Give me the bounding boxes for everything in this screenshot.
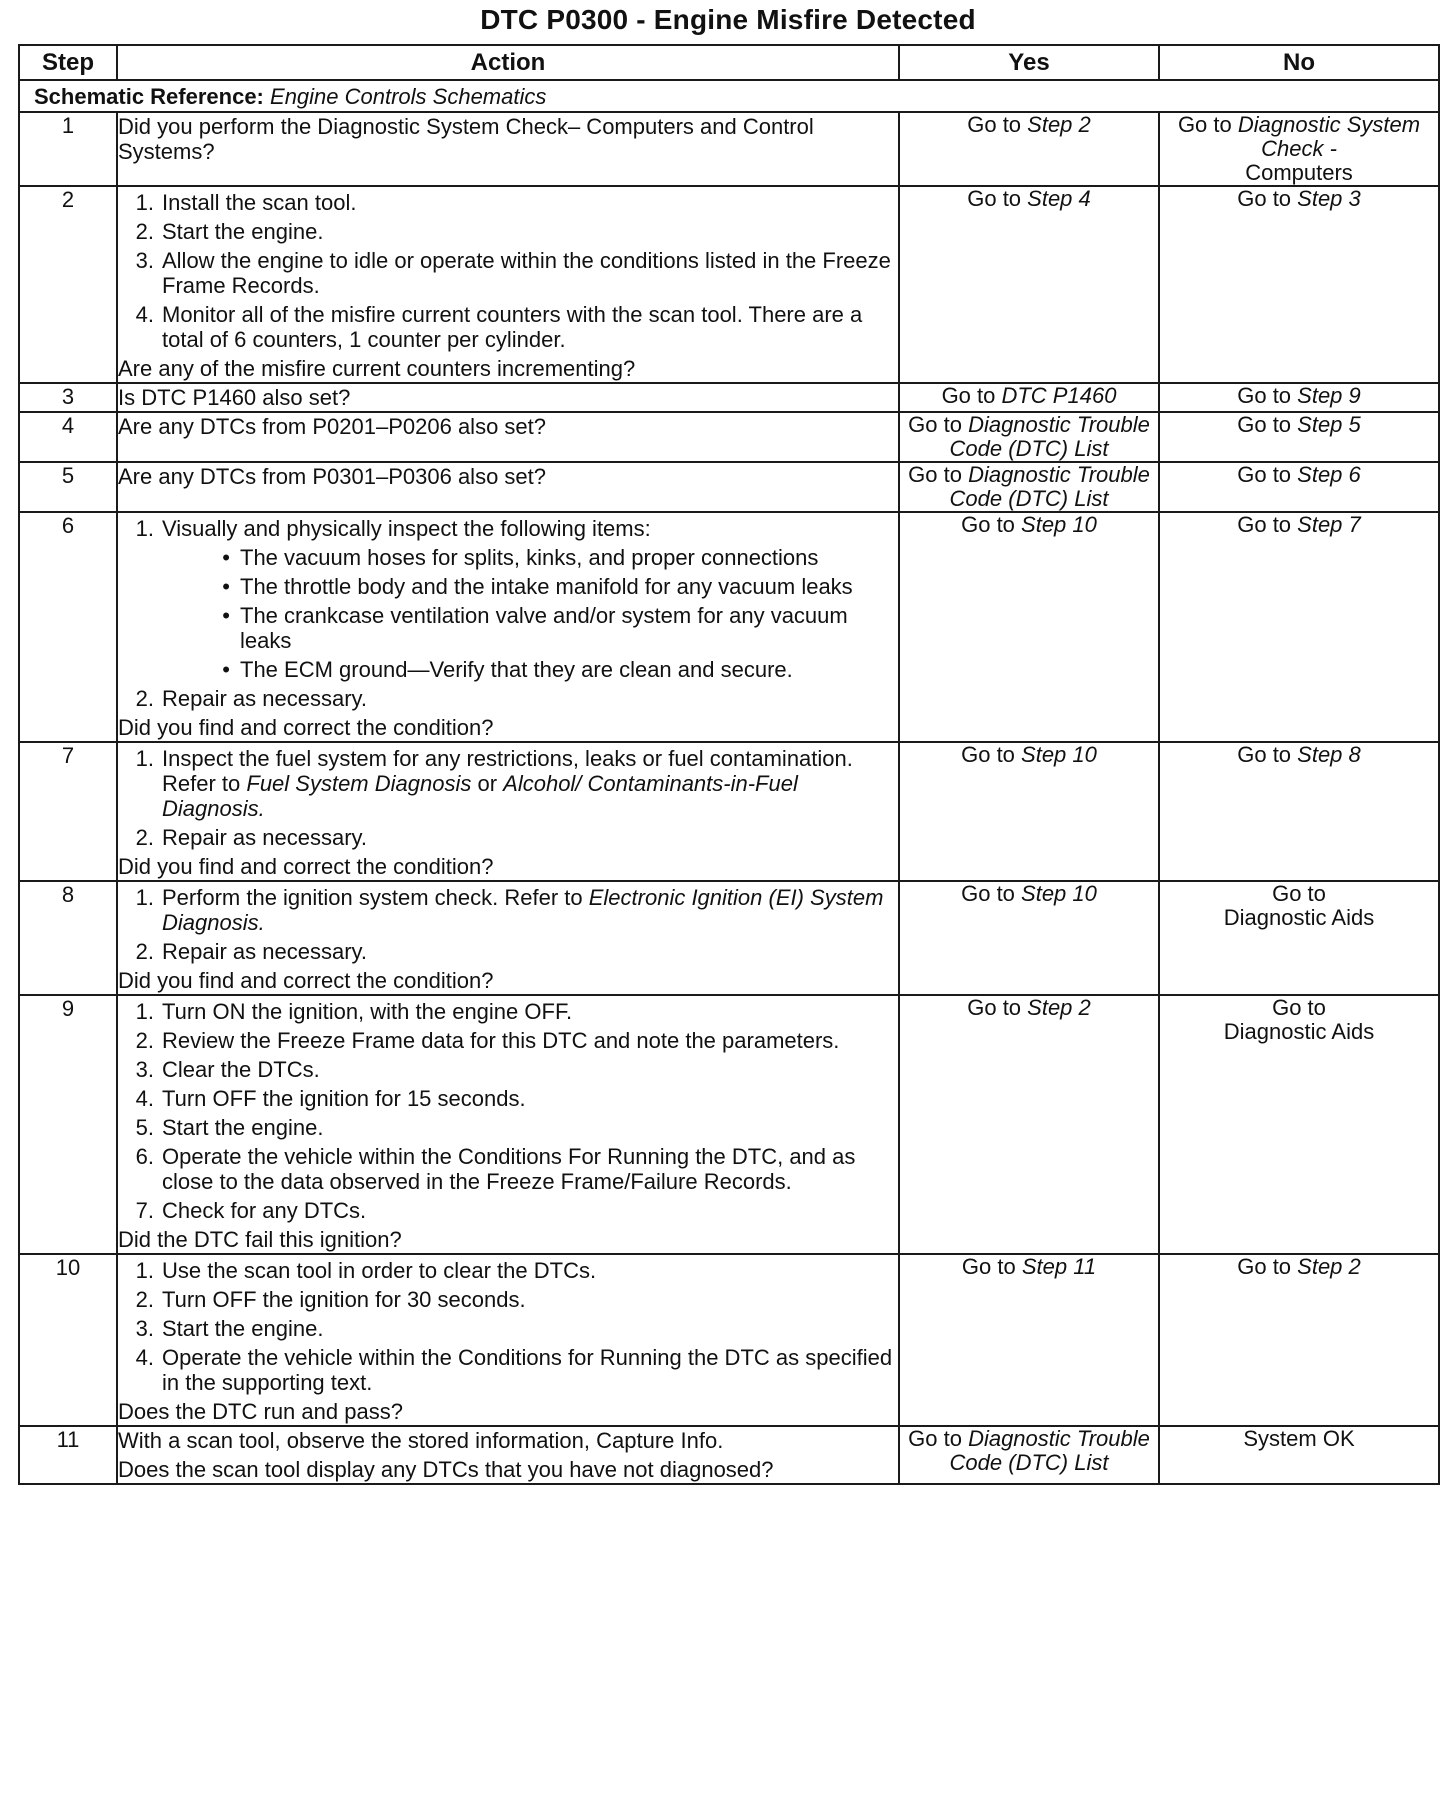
step-instruction <box>118 463 898 490</box>
step-question: Did you find and correct the condition? <box>118 715 494 740</box>
procedure-list <box>118 743 898 851</box>
yes-reference-link[interactable]: Step 10 <box>1021 742 1097 767</box>
inspection-item <box>162 653 898 682</box>
no-reference-link[interactable]: Step 9 <box>1297 383 1361 408</box>
procedure-item-body <box>162 248 898 298</box>
yes-reference-link[interactable]: DTC P1460 <box>1001 383 1117 408</box>
procedure-item-number: 6. <box>135 1144 154 1169</box>
no-action[interactable] <box>1159 512 1439 742</box>
step-action <box>117 383 899 412</box>
procedure-item-body <box>162 516 898 682</box>
step-question: Are any of the misfire current counters incrementing? <box>118 356 636 381</box>
procedure-item-reference-link[interactable]: Fuel System Diagnosis <box>246 771 472 796</box>
step-action <box>117 995 899 1254</box>
yes-text: Go to <box>908 412 969 437</box>
no-text: Go to <box>1237 1254 1298 1279</box>
yes-text: Go to <box>961 512 1022 537</box>
instruction-text: Did you perform the Diagnostic System Check– Computers and Control Systems? <box>118 114 814 164</box>
procedure-item-number: 1. <box>135 885 154 910</box>
yes-text: Go to <box>967 112 1028 137</box>
procedure-item-text: Allow the engine to idle or operate within the conditions listed in the Freeze Frame Records. <box>162 248 891 298</box>
step-number: 6 <box>19 512 117 742</box>
procedure-item-number: 1. <box>135 746 154 771</box>
yes-text: Go to <box>908 1426 969 1451</box>
step-instruction <box>118 1427 898 1454</box>
instruction-text: Are any DTCs from P0301–P0306 also set? <box>118 464 547 489</box>
step-row-6 <box>19 512 1439 742</box>
procedure-item <box>118 822 898 851</box>
yes-text: Go to <box>908 462 969 487</box>
no-text: Go to <box>1237 383 1298 408</box>
procedure-item-body <box>162 686 898 711</box>
yes-action[interactable] <box>899 412 1159 462</box>
page-title: DTC P0300 - Engine Misfire Detected <box>480 4 976 35</box>
step-question: Did you find and correct the condition? <box>118 854 494 879</box>
procedure-item <box>118 216 898 245</box>
procedure-item-body <box>162 219 898 244</box>
inspection-item-text: The ECM ground—Verify that they are clean and secure. <box>240 657 793 682</box>
no-action[interactable] <box>1159 112 1439 186</box>
procedure-item-body <box>162 1028 898 1053</box>
step-row-5 <box>19 462 1439 512</box>
instruction-text: Are any DTCs from P0201–P0206 also set? <box>118 414 547 439</box>
procedure-item-text: Monitor all of the misfire current counters with the scan tool. There are a total of 6 counters, 1 counter per cylinder. <box>162 302 863 352</box>
procedure-item-number: 4. <box>135 302 154 327</box>
yes-reference-link[interactable]: Diagnostic Trouble Code (DTC) List <box>949 1426 1150 1475</box>
inspection-list <box>162 541 898 682</box>
procedure-item-body <box>162 1115 898 1140</box>
yes-action[interactable] <box>899 881 1159 995</box>
step-instruction <box>118 413 898 440</box>
procedure-item-number: 2. <box>135 825 154 850</box>
step-row-3 <box>19 383 1439 412</box>
procedure-item <box>118 1195 898 1224</box>
yes-action[interactable] <box>899 1426 1159 1484</box>
no-action[interactable] <box>1159 1426 1439 1484</box>
action-content <box>118 882 898 994</box>
procedure-item-number: 2. <box>135 686 154 711</box>
no-reference-link[interactable]: Step 5 <box>1297 412 1361 437</box>
yes-reference-link[interactable]: Diagnostic Trouble Code (DTC) List <box>949 462 1150 511</box>
yes-action[interactable] <box>899 462 1159 512</box>
step-number: 5 <box>19 462 117 512</box>
procedure-item-number: 2. <box>135 1028 154 1053</box>
procedure-item <box>118 996 898 1025</box>
no-text: Diagnostic Aids <box>1223 1019 1375 1044</box>
procedure-item-number: 1. <box>135 999 154 1024</box>
procedure-item <box>118 936 898 965</box>
procedure-item-number: 7. <box>135 1198 154 1223</box>
col-header-yes: Yes <box>899 45 1159 80</box>
yes-action[interactable] <box>899 742 1159 881</box>
procedure-item-number: 1. <box>135 190 154 215</box>
procedure-item-body <box>162 1345 898 1395</box>
no-reference-link[interactable]: Step 2 <box>1297 1254 1361 1279</box>
action-content <box>118 463 898 490</box>
procedure-item-number: 2. <box>135 939 154 964</box>
step-number: 3 <box>19 383 117 412</box>
step-number: 10 <box>19 1254 117 1426</box>
yes-action[interactable] <box>899 1254 1159 1426</box>
procedure-item <box>118 1083 898 1112</box>
no-action[interactable] <box>1159 412 1439 462</box>
no-action[interactable] <box>1159 186 1439 383</box>
step-row-1 <box>19 112 1439 186</box>
action-content <box>118 996 898 1253</box>
procedure-item-text: or <box>471 771 504 796</box>
schematic-link[interactable]: Engine Controls Schematics <box>270 84 547 109</box>
step-instruction <box>118 384 898 411</box>
no-text: Go to <box>1237 186 1298 211</box>
step-number: 8 <box>19 881 117 995</box>
procedure-item-number: 2. <box>135 1287 154 1312</box>
yes-reference-link[interactable]: Step 10 <box>1021 881 1097 906</box>
procedure-item-text: Start the engine. <box>162 219 324 244</box>
procedure-item-body <box>162 1198 898 1223</box>
no-text: Go to <box>1237 462 1298 487</box>
procedure-item-body <box>162 190 898 215</box>
procedure-item-text: Check for any DTCs. <box>162 1198 367 1223</box>
procedure-item-text: Start the engine. <box>162 1115 324 1140</box>
inspection-item <box>162 570 898 599</box>
no-action[interactable] <box>1159 742 1439 881</box>
action-content <box>118 1255 898 1425</box>
yes-text: Go to <box>967 995 1028 1020</box>
step-number: 7 <box>19 742 117 881</box>
no-action[interactable] <box>1159 1254 1439 1426</box>
procedure-list <box>118 996 898 1224</box>
procedure-item-body <box>162 1287 898 1312</box>
step-action <box>117 512 899 742</box>
no-action[interactable] <box>1159 383 1439 412</box>
procedure-item <box>118 1141 898 1195</box>
yes-reference-link[interactable]: Step 11 <box>1021 1254 1097 1279</box>
yes-text: Go to <box>941 383 1002 408</box>
step-number: 11 <box>19 1426 117 1484</box>
step-row-2 <box>19 186 1439 383</box>
step-number: 9 <box>19 995 117 1254</box>
col-header-action: Action <box>117 45 899 80</box>
col-header-step: Step <box>19 45 117 80</box>
step-action <box>117 462 899 512</box>
procedure-item-number: 4. <box>135 1086 154 1111</box>
step-row-9 <box>19 995 1439 1254</box>
procedure-item-reference-link[interactable]: Alcohol/ Contaminants-in-Fuel Diagnosis. <box>162 771 798 821</box>
step-instruction <box>118 113 898 165</box>
no-action[interactable] <box>1159 881 1439 995</box>
step-number: 4 <box>19 412 117 462</box>
procedure-item-number: 3. <box>135 1057 154 1082</box>
action-content <box>118 413 898 440</box>
procedure-item-text: Visually and physically inspect the following items: <box>162 516 651 541</box>
step-action <box>117 112 899 186</box>
inspection-item-text: The vacuum hoses for splits, kinks, and proper connections <box>240 545 819 570</box>
procedure-item <box>118 513 898 683</box>
instruction-text: Is DTC P1460 also set? <box>118 385 351 410</box>
procedure-item-number: 3. <box>135 1316 154 1341</box>
header-row <box>19 45 1439 80</box>
yes-text: Go to <box>961 742 1022 767</box>
inspection-item-text: The throttle body and the intake manifold for any vacuum leaks <box>240 574 853 599</box>
procedure-item-text: Operate the vehicle within the Conditions for Running the DTC as specified in the supporting text. <box>162 1345 893 1395</box>
bullet-icon: • <box>222 574 230 599</box>
schematic-reference <box>19 80 1439 112</box>
yes-action[interactable] <box>899 995 1159 1254</box>
step-action <box>117 186 899 383</box>
procedure-item-text: Use the scan tool in order to clear the DTCs. <box>162 1258 597 1283</box>
step-question: Did the DTC fail this ignition? <box>118 1227 402 1252</box>
procedure-item-text: Turn OFF the ignition for 15 seconds. <box>162 1086 526 1111</box>
procedure-item-reference-link[interactable]: Electronic Ignition (EI) System Diagnosis. <box>162 885 884 935</box>
no-text: Go to <box>1177 112 1238 137</box>
no-text: Diagnostic Aids <box>1223 905 1375 930</box>
no-text: Computers <box>1245 160 1353 185</box>
procedure-item-body <box>162 302 898 352</box>
procedure-item <box>118 1025 898 1054</box>
no-text: Go to <box>1272 995 1326 1020</box>
step-question: Does the DTC run and pass? <box>118 1399 403 1424</box>
procedure-item-number: 1. <box>135 516 154 541</box>
yes-reference-link[interactable]: Step 2 <box>1027 995 1091 1020</box>
procedure-item-body <box>162 939 898 964</box>
yes-action[interactable] <box>899 512 1159 742</box>
procedure-list <box>118 1255 898 1396</box>
step-number: 1 <box>19 112 117 186</box>
procedure-item <box>118 245 898 299</box>
procedure-item-number: 5. <box>135 1115 154 1140</box>
procedure-item <box>118 1255 898 1284</box>
action-content <box>118 513 898 741</box>
instruction-text: With a scan tool, observe the stored information, Capture Info. <box>118 1428 724 1453</box>
action-content <box>118 187 898 382</box>
procedure-item-number: 2. <box>135 219 154 244</box>
procedure-item-body <box>162 825 898 850</box>
procedure-item <box>118 187 898 216</box>
yes-action[interactable] <box>899 383 1159 412</box>
step-row-8 <box>19 881 1439 995</box>
bullet-icon: • <box>222 545 230 570</box>
procedure-item-text: Review the Freeze Frame data for this DTC and note the parameters. <box>162 1028 840 1053</box>
procedure-item <box>118 1284 898 1313</box>
procedure-item-text: Inspect the fuel system for any restrictions, leaks or fuel contamination. Refer to <box>162 746 853 796</box>
yes-reference-link[interactable]: Step 10 <box>1021 512 1097 537</box>
procedure-list <box>118 882 898 965</box>
step-action <box>117 1426 899 1484</box>
procedure-item-text: Repair as necessary. <box>162 825 368 850</box>
yes-reference-link[interactable]: Diagnostic Trouble Code (DTC) List <box>949 412 1150 461</box>
yes-text: Go to <box>961 1254 1022 1279</box>
step-question: Does the scan tool display any DTCs that you have not diagnosed? <box>118 1457 774 1482</box>
procedure-item <box>118 683 898 712</box>
procedure-item-text: Install the scan tool. <box>162 190 357 215</box>
procedure-item-text: Turn ON the ignition, with the engine OFF. <box>162 999 573 1024</box>
step-question: Did you find and correct the condition? <box>118 968 494 993</box>
yes-reference-link[interactable]: Step 4 <box>1027 186 1091 211</box>
procedure-item <box>118 299 898 353</box>
inspection-item <box>162 599 898 653</box>
action-content <box>118 743 898 880</box>
step-action <box>117 1254 899 1426</box>
procedure-item-body <box>162 999 898 1024</box>
step-row-10 <box>19 1254 1439 1426</box>
step-row-11 <box>19 1426 1439 1484</box>
no-reference-link[interactable]: Step 7 <box>1297 512 1361 537</box>
procedure-item-number: 1. <box>135 1258 154 1283</box>
schematic-row <box>19 80 1439 112</box>
no-text: Go to <box>1237 412 1298 437</box>
yes-action[interactable] <box>899 186 1159 383</box>
action-content <box>118 113 898 165</box>
procedure-item <box>118 882 898 936</box>
procedure-item <box>118 1112 898 1141</box>
yes-action[interactable] <box>899 112 1159 186</box>
procedure-item-body <box>162 1316 898 1341</box>
yes-text: Go to <box>967 186 1028 211</box>
procedure-item-text: Clear the DTCs. <box>162 1057 320 1082</box>
procedure-item-text: Perform the ignition system check. Refer to <box>162 885 589 910</box>
bullet-icon: • <box>222 603 230 628</box>
bullet-icon: • <box>222 657 230 682</box>
step-number: 2 <box>19 186 117 383</box>
no-text: Go to <box>1237 512 1298 537</box>
diagnostic-table <box>18 44 1440 1485</box>
col-header-no: No <box>1159 45 1439 80</box>
action-content <box>118 1427 898 1483</box>
procedure-list <box>118 187 898 353</box>
step-action <box>117 742 899 881</box>
procedure-item <box>118 1342 898 1396</box>
procedure-item-number: 4. <box>135 1345 154 1370</box>
step-row-7 <box>19 742 1439 881</box>
step-action <box>117 881 899 995</box>
procedure-item-body <box>162 1144 898 1194</box>
procedure-item-text: Repair as necessary. <box>162 686 368 711</box>
no-text: System OK <box>1243 1426 1355 1451</box>
procedure-item-body <box>162 1086 898 1111</box>
procedure-item-text: Start the engine. <box>162 1316 324 1341</box>
procedure-item-body <box>162 1057 898 1082</box>
no-reference-link[interactable]: Diagnostic System Check - <box>1237 112 1421 161</box>
procedure-item-text: Operate the vehicle within the Conditions For Running the DTC, and as close to the data observed in the Freeze Frame/Failure Records. <box>162 1144 856 1194</box>
procedure-item <box>118 743 898 822</box>
yes-reference-link[interactable]: Step 2 <box>1027 112 1091 137</box>
procedure-item-body <box>162 1258 898 1283</box>
no-text: Go to <box>1237 742 1298 767</box>
no-action[interactable] <box>1159 462 1439 512</box>
procedure-item-body <box>162 746 898 821</box>
no-text: Go to <box>1272 881 1326 906</box>
procedure-item-number: 3. <box>135 248 154 273</box>
no-reference-link[interactable]: Step 3 <box>1297 186 1361 211</box>
step-row-4 <box>19 412 1439 462</box>
procedure-item-text: Repair as necessary. <box>162 939 368 964</box>
inspection-item <box>162 541 898 570</box>
no-reference-link[interactable]: Step 8 <box>1297 742 1361 767</box>
procedure-list <box>118 513 898 712</box>
procedure-item <box>118 1313 898 1342</box>
yes-text: Go to <box>961 881 1022 906</box>
no-reference-link[interactable]: Step 6 <box>1297 462 1361 487</box>
procedure-item-body <box>162 885 898 935</box>
action-content <box>118 384 898 411</box>
procedure-item <box>118 1054 898 1083</box>
no-action[interactable] <box>1159 995 1439 1254</box>
schematic-label: Schematic Reference: <box>34 84 264 109</box>
inspection-item-text: The crankcase ventilation valve and/or system for any vacuum leaks <box>240 603 848 653</box>
procedure-item-text: Turn OFF the ignition for 30 seconds. <box>162 1287 526 1312</box>
step-action <box>117 412 899 462</box>
